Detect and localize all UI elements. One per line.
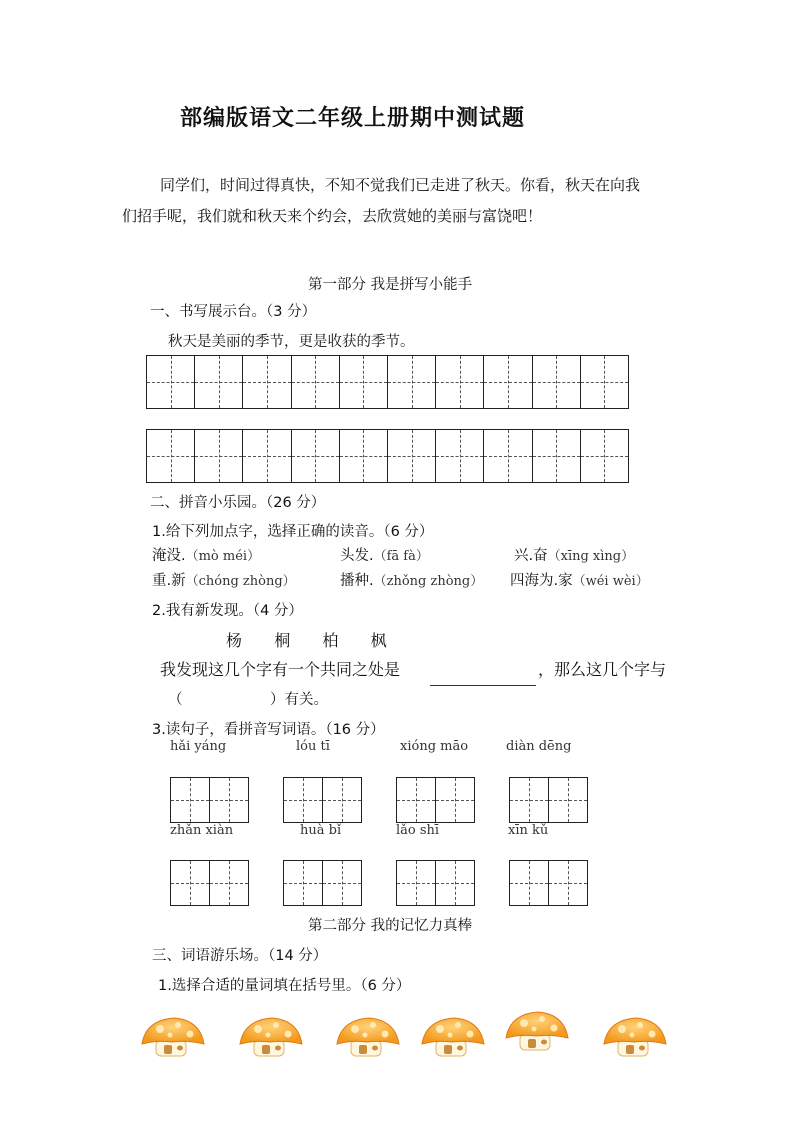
q1-item-word: 重.新: [152, 573, 186, 589]
writing-cell[interactable]: [243, 430, 291, 482]
word-writing-box[interactable]: [283, 777, 362, 823]
pinyin-label: xīn kǔ: [508, 823, 549, 838]
writing-cell[interactable]: [581, 356, 629, 408]
q2-answer-blank[interactable]: [430, 685, 536, 686]
q2-line2-close: ）有关。: [270, 692, 328, 708]
pinyin-label: lǎo shī: [396, 823, 440, 838]
word-writing-box[interactable]: [170, 777, 249, 823]
pinyin-label: xióng māo: [400, 739, 469, 754]
mushroom-icon: [138, 1014, 206, 1060]
writing-grid-row-2[interactable]: [146, 429, 629, 483]
q1-item: [514, 544, 634, 565]
q1-item-options: （wéi wèi）: [572, 574, 649, 589]
pinyin-label: huà bǐ: [300, 823, 342, 838]
q2-prompt: 2.我有新发现。（4 分）: [152, 603, 303, 619]
writing-grid-row-1[interactable]: [146, 355, 629, 409]
q1-item-word: 四海为.家: [510, 573, 573, 589]
q1-item: [152, 569, 296, 590]
writing-cell[interactable]: [147, 430, 195, 482]
q1-item-options: （zhǒng zhòng）: [373, 574, 484, 589]
mushroom-icon: [502, 1008, 570, 1054]
mushroom-icon: [333, 1014, 401, 1060]
writing-cell[interactable]: [484, 356, 532, 408]
word-writing-box[interactable]: [396, 860, 475, 906]
section1-heading: 一、书写展示台。（3 分）: [150, 304, 317, 320]
part1-heading: 第一部分 我是拼写小能手: [308, 277, 473, 293]
mushroom-icon: [600, 1014, 668, 1060]
q1-item-options: （xīng xìng）: [547, 549, 635, 564]
writing-cell[interactable]: [147, 356, 195, 408]
writing-cell[interactable]: [436, 356, 484, 408]
writing-cell[interactable]: [533, 356, 581, 408]
writing-cell[interactable]: [581, 430, 629, 482]
q1-item-options: （mò méi）: [185, 549, 261, 564]
writing-cell[interactable]: [533, 430, 581, 482]
writing-cell[interactable]: [388, 356, 436, 408]
pinyin-label: hǎi yáng: [170, 739, 227, 754]
mushroom-icon: [418, 1014, 486, 1060]
q1-item-options: （chóng zhòng）: [185, 574, 296, 589]
writing-cell[interactable]: [388, 430, 436, 482]
q1-item: [340, 544, 429, 565]
word-writing-box[interactable]: [170, 860, 249, 906]
section3-heading: 三、词语游乐场。（14 分）: [152, 948, 328, 964]
writing-cell[interactable]: [292, 430, 340, 482]
pinyin-label: zhǎn xiàn: [170, 823, 234, 838]
q1-item-word: 播种.: [340, 573, 374, 589]
writing-cell[interactable]: [195, 356, 243, 408]
q2-char: 杨: [226, 631, 243, 650]
q1-item-word: 兴.奋: [514, 548, 548, 564]
q1-item: [510, 569, 649, 590]
mushroom-icon: [236, 1014, 304, 1060]
q2-line1-pre: 我发现这几个字有一个共同之处是: [160, 660, 401, 679]
q1-item-word: 淹没.: [152, 548, 186, 564]
q2-line2-open: （: [168, 692, 183, 708]
writing-cell[interactable]: [243, 356, 291, 408]
q1-item-word: 头发.: [340, 548, 374, 564]
word-writing-box[interactable]: [509, 860, 588, 906]
intro-line-2: 们招手呢，我们就和秋天来个约会，去欣赏她的美丽与富饶吧！: [122, 207, 543, 225]
q1-item: [340, 569, 483, 590]
section3-q1-prompt: 1.选择合适的量词填在括号里。（6 分）: [158, 978, 411, 994]
part2-heading: 第二部分 我的记忆力真棒: [308, 918, 473, 934]
q1-item: [152, 544, 260, 565]
intro-line-1: 同学们，时间过得真快，不知不觉我们已走进了秋天。你看，秋天在向我: [160, 176, 641, 194]
pinyin-label: diàn dēng: [506, 739, 572, 754]
writing-cell[interactable]: [292, 356, 340, 408]
q2-char: 桐: [274, 631, 291, 650]
word-writing-box[interactable]: [396, 777, 475, 823]
q2-chars: [226, 628, 387, 651]
section1-sentence: 秋天是美丽的季节，更是收获的季节。: [168, 334, 415, 350]
q1-prompt: 1.给下列加点字，选择正确的读音。（6 分）: [152, 524, 434, 540]
section2-heading: 二、拼音小乐园。（26 分）: [150, 495, 326, 511]
writing-cell[interactable]: [195, 430, 243, 482]
intro-paragraph: [122, 170, 682, 232]
word-writing-box[interactable]: [283, 860, 362, 906]
q2-line1-post: ，那么这几个字与: [538, 660, 667, 679]
writing-cell[interactable]: [340, 430, 388, 482]
writing-cell[interactable]: [484, 430, 532, 482]
q1-item-options: （fā fà）: [373, 549, 429, 564]
pinyin-label: lóu tī: [296, 739, 330, 754]
q3-prompt: 3.读句子，看拼音写词语。（16 分）: [152, 722, 385, 738]
word-writing-box[interactable]: [509, 777, 588, 823]
page-title: 部编版语文二年级上册期中测试题: [180, 106, 526, 131]
q2-char: 柏: [322, 631, 339, 650]
writing-cell[interactable]: [436, 430, 484, 482]
q2-char: 枫: [370, 631, 387, 650]
writing-cell[interactable]: [340, 356, 388, 408]
